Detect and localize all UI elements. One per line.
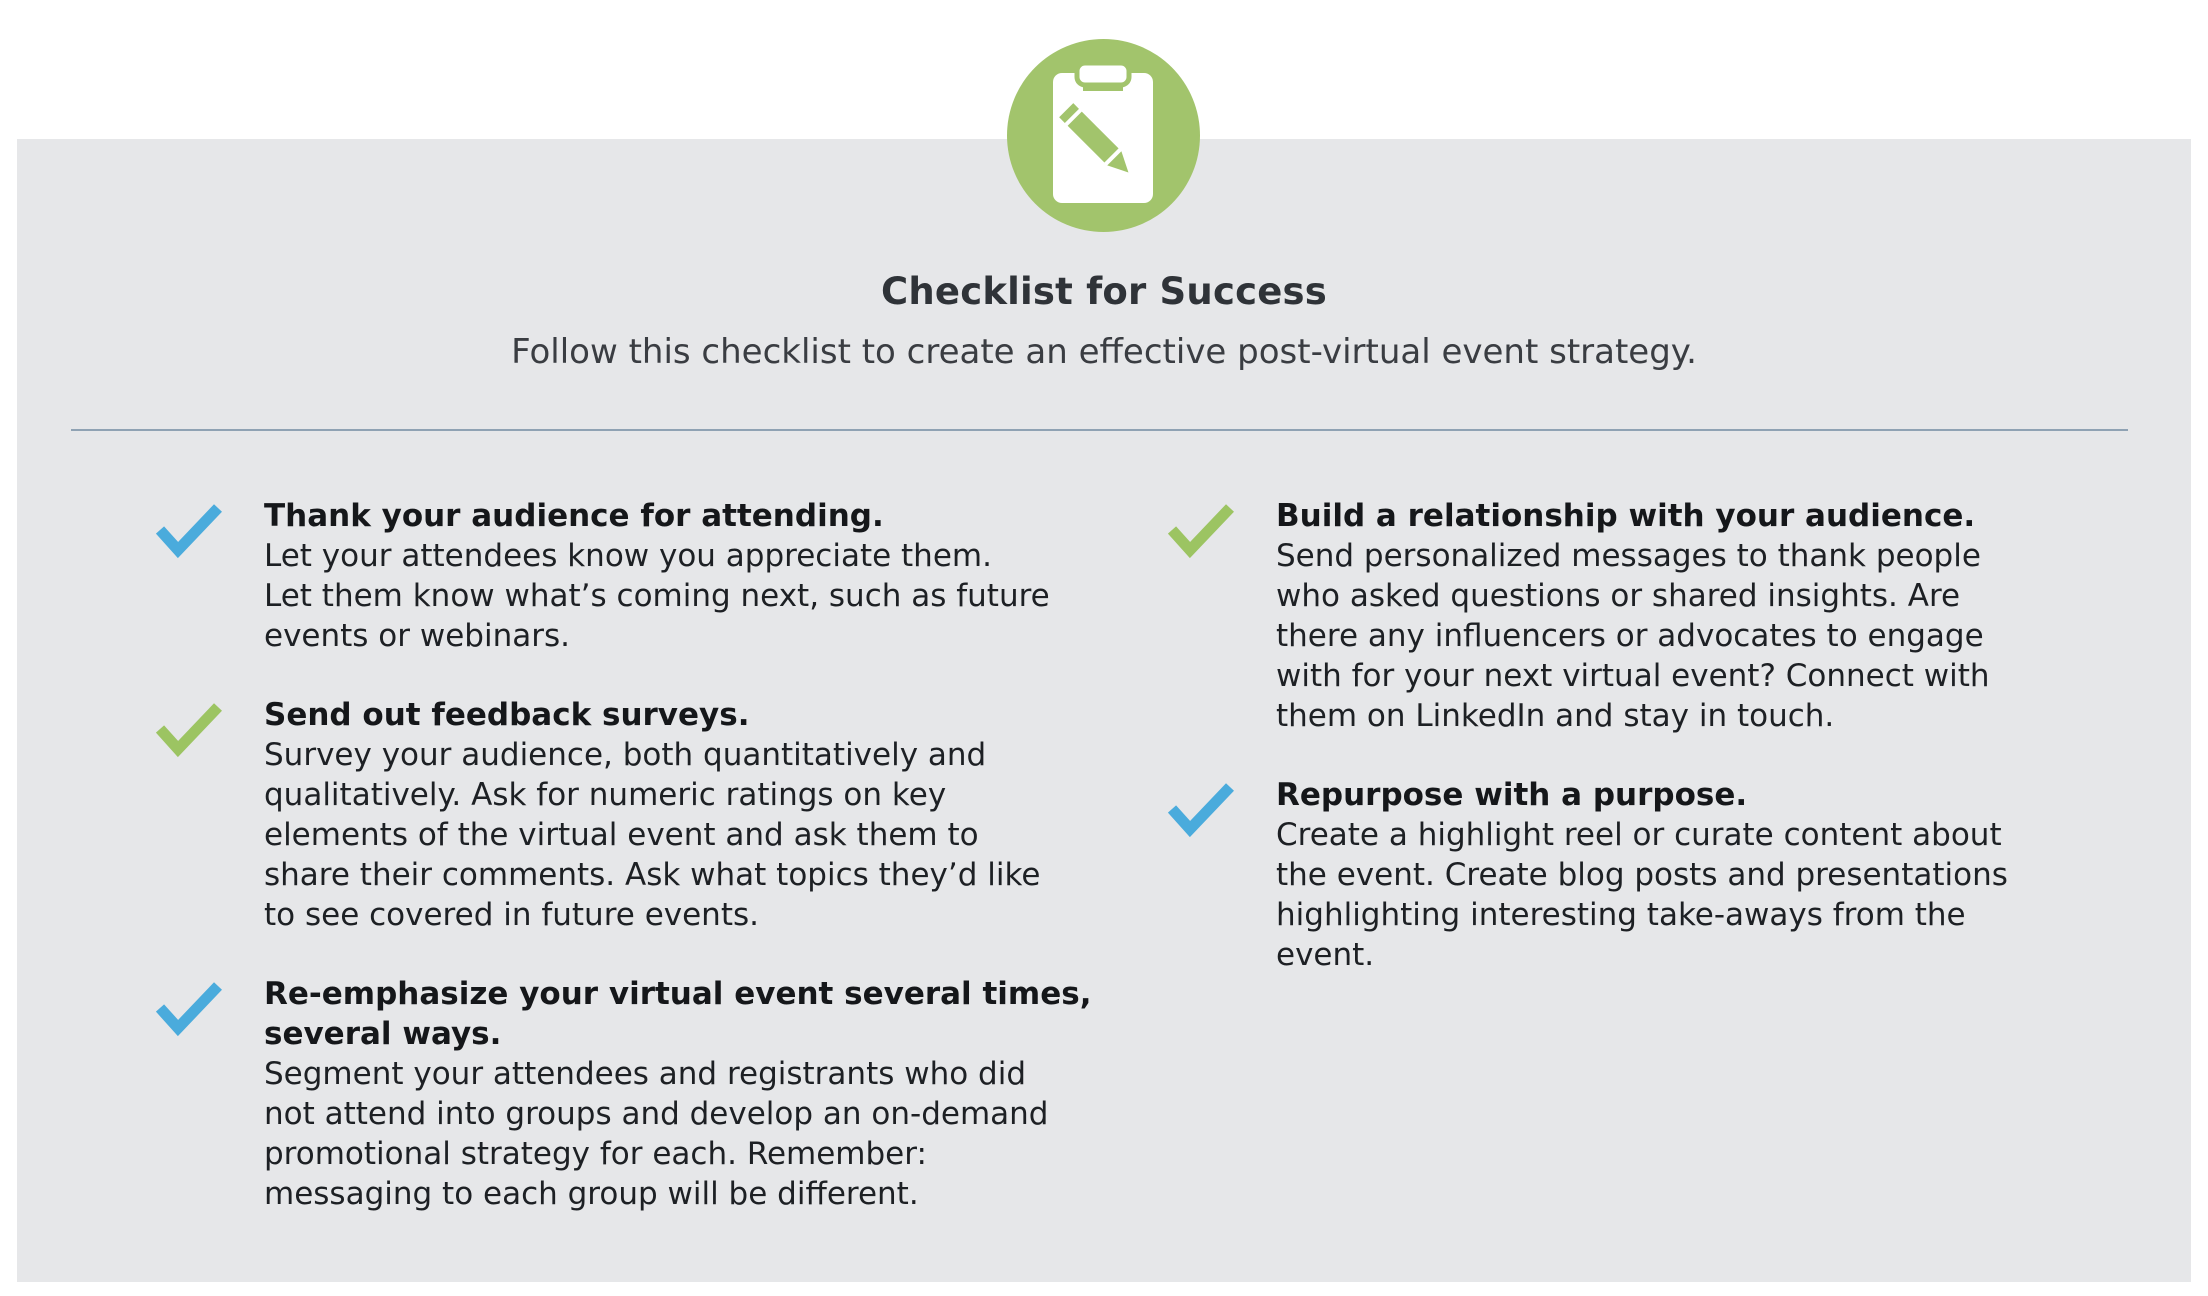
- item-body: Let your attendees know you appreciate them. Let them know what’s coming next, such as future events or webinars.: [264, 538, 1050, 654]
- item-body: Create a highlight reel or curate content about the event. Create blog posts and presentations highlighting interesting take-aways from the event.: [1276, 817, 2008, 973]
- page-subtitle: Follow this checklist to create an effective post-virtual event strategy.: [511, 332, 1697, 372]
- checklist-item-repurpose: [1276, 775, 2208, 975]
- checklist-item-feedback-surveys: [264, 695, 1224, 935]
- checklist-item-build-relationship: [1276, 496, 2208, 736]
- item-title: Build a relationship with your audience.: [1276, 498, 1976, 534]
- clipboard-pencil-icon: [1007, 39, 1200, 232]
- checklist-item-re-emphasize: [264, 974, 1224, 1214]
- check-icon: [1166, 779, 1238, 839]
- checklist-item-thank-audience: [264, 496, 1224, 656]
- item-title: Thank your audience for attending.: [264, 498, 884, 534]
- item-title: Send out feedback surveys.: [264, 697, 750, 733]
- item-body: Send personalized messages to thank people who asked questions or shared insights. Are there any influencers or advocates to engage with for your next virtual event? Connect with them on LinkedIn and stay in touch.: [1276, 538, 1990, 734]
- check-icon: [154, 699, 226, 759]
- check-icon: [154, 978, 226, 1038]
- item-body: Survey your audience, both quantitatively and qualitatively. Ask for numeric ratings on key elements of the virtual event and ask them to share their comments. Ask what topics they’d like to see covered in future events.: [264, 737, 1041, 933]
- item-title: Repurpose with a purpose.: [1276, 777, 1748, 813]
- divider: [71, 429, 2128, 431]
- item-title: Re-emphasize your virtual event several times, several ways.: [264, 976, 1092, 1052]
- page-title: Checklist for Success: [881, 270, 1327, 313]
- item-body: Segment your attendees and registrants who did not attend into groups and develop an on-demand promotional strategy for each. Remember: messaging to each group will be different.: [264, 1056, 1049, 1212]
- check-icon: [154, 500, 226, 560]
- check-icon: [1166, 500, 1238, 560]
